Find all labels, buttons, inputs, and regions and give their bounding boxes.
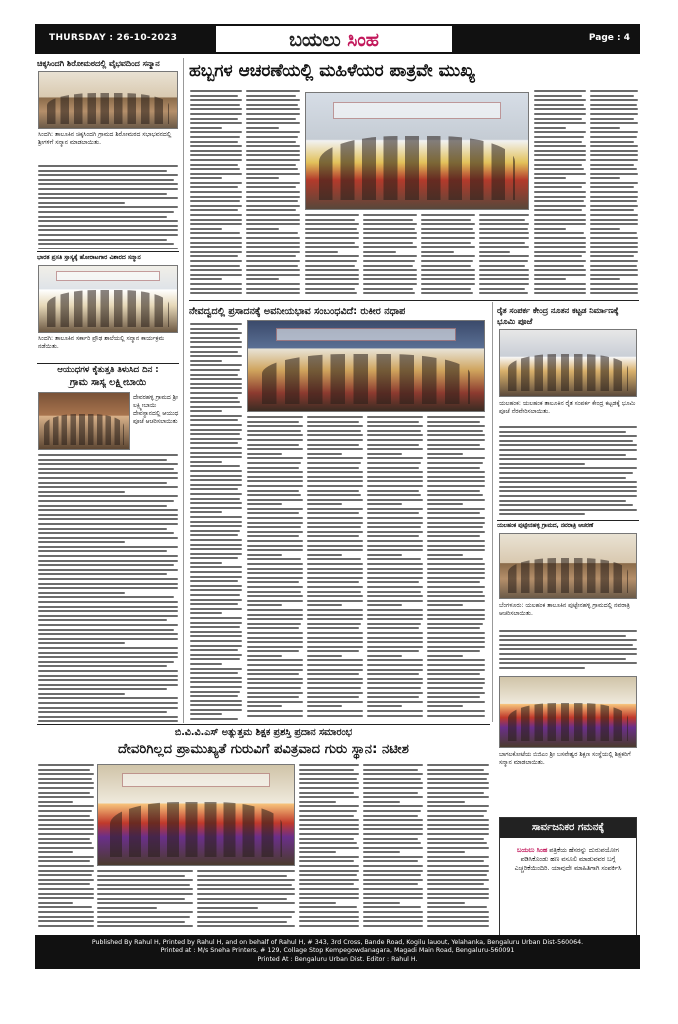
right-mid2-body (499, 630, 637, 672)
lead-body-col-2 (246, 90, 300, 296)
bottom-body-col-4 (299, 764, 359, 930)
left-top-headline: ಚಿಕ್ಕಸಿಂದಗಿ ಶಿರೋಮಠದಲ್ಲಿ ವೈಭವದಿಂದ ಸನ್ಮಾನ (37, 59, 160, 68)
bottom-body-col-1 (38, 764, 94, 930)
right-bottom-caption: ಬಾಗಲಕೋಟೆಯ ಬಿಜಿಎಂ ಶ್ರೀ ಬಸವೇಶ್ವರ ಶಿಕ್ಷಣ ಸಂಸ್ಥೆಯಲ್ಲಿ ಶಿಕ್ಷಕರಿಗೆ ಸನ್ಮಾನ ಮಾಡಲಾಯಿತು. (499, 751, 631, 766)
notice-title: ಸಾರ್ವಜನಿಕರ ಗಮನಕ್ಕೆ (500, 818, 636, 838)
left-mid-headline: ಭಾರತ ಪ್ರಸತಿ ಸ್ತಾಸ್ಯಕ್ಕೆ ಹೋರಾಟಗಾರ ವಿಶಾರದ ಸನ್ಮಾನ (37, 254, 141, 261)
page-number: Page : 4 (588, 33, 630, 43)
notice-body (506, 846, 630, 873)
imprint-footer (35, 935, 640, 969)
left-top-body (38, 165, 178, 249)
issue-date: THURSDAY : 26-10-2023 (49, 33, 178, 43)
divider (189, 300, 639, 301)
left-mid2-headline: ಆಯುಧಗಳ ಕೈತುತ್ತತಿ ತಿಳುಸಿದ ದಿನ : (57, 365, 159, 375)
lead-body-col-4 (363, 214, 417, 296)
right-mid-photo (499, 329, 637, 397)
left-top-caption: ಸಿಂದಗಿ: ತಾಲೂಕಿನ ಚಿಕ್ಕಸಿಂದಗಿ ಗ್ರಾಮದ ಶಿರೋಮಠದ ಸಭಾಭವನದಲ್ಲಿ ಶ್ರೀಗಳಿಗೆ ಸನ್ಮಾನ ಮಾಡಲಾಯಿತು. (38, 131, 172, 146)
center-mid-photo (247, 320, 485, 412)
left-top-photo (38, 71, 178, 129)
logo-part-2: ಸಿಂಹ (340, 29, 379, 51)
lead-body-col-1 (190, 90, 242, 296)
imprint-line-3: Printed At : Bengaluru Urban Dist. Editor : Rahul H. (257, 955, 418, 963)
right-mid-caption: ಯಲಹಂಕ: ಯಲಹಂಕ ತಾಲೂಕಿನ ರೈತ ಸಂಪರ್ಕ ಕೇಂದ್ರ ಕಟ್ಟಡಕ್ಕೆ ಭೂಮಿ ಪೂಜೆ ನೆರವೇರಿಸಲಾಯಿತು. (499, 400, 636, 415)
center-body-col-1 (190, 323, 242, 720)
left-mid-photo (38, 265, 178, 333)
right-mid2-photo (499, 533, 637, 599)
bottom-body-col-2 (97, 870, 193, 930)
left-mid2-subheadline: ಗ್ರಾಮ ಸಾಸ್ಯ ಲಕ್ಷ್ಮೀಬಾಯಿ (69, 377, 147, 388)
imprint-line-1: Published By Rahul H, Printed by Rahul H, and on behalf of Rahul H, # 343, 3rd Cross, Bande Road, Kogilu lauout, Yelahanka, Bengaluru Urban Dist-560064. (91, 939, 584, 946)
masthead (35, 24, 640, 54)
lead-body-col-7 (534, 90, 586, 296)
left-mid-caption: ಸಿಂದಗಿ: ತಾಲೂಕಿನ ಸರ್ಕಾರಿ ಪ್ರೌಢ ಶಾಲೆಯಲ್ಲಿ ಸನ್ಮಾನ ಕಾರ್ಯಕ್ರಮ ನಡೆಯಿತು. (38, 335, 165, 350)
column-divider (492, 302, 493, 722)
center-body-col-4 (367, 416, 423, 720)
lead-body-col-8 (590, 90, 638, 296)
left-mid2-caption: ದೇವರಹಳ್ಳಿ ಗ್ರಾಮದ ಶ್ರೀ ಲಕ್ಷ್ಮೀಬಾಯಿ ದೇವಸ್ಥಾನದಲ್ಲಿ ಆಯುಧ ಪೂಜೆ ಆಚರಿಸಲಾಯಿತು (133, 394, 179, 425)
bottom-kicker: ಬಿ.ವಿ.ವಿ.ಎಸ್ ಅತ್ಯುತ್ತಮ ಶಿಕ್ಷಕ ಪ್ರಶಸ್ತಿ ಪ್ರದಾನ ಸಮಾರಂಭ (174, 727, 353, 738)
center-body-col-3 (307, 416, 363, 720)
center-mid-headline: ನೇವದ್ವದಲ್ಲಿ ಪ್ರಸಾದನಕ್ಕೆ ಅವನೀಯಭಾವ ಸಂಬಂಧವಿದೆ: ರುಕೀರ ನಧಾಪ (189, 306, 406, 317)
bottom-body-col-5 (363, 764, 423, 930)
left-mid2-body (38, 454, 178, 722)
bottom-photo (97, 764, 295, 866)
center-body-col-2 (247, 416, 303, 720)
lead-photo (305, 92, 529, 210)
notice-text: ಪತ್ರಿಕೆಯ ಹೆಸರನ್ನು ದುರುಪಯೋಗ ಪಡಿಸಿಕೊಂಡು ಹಣ ವಸೂಲಿ ಮಾಡುವವರ ಬಗ್ಗೆ ಎಚ್ಚರಿಕೆಯಿಂದಿರಿ. ಯಾವುದೇ ಮಾಹಿತಿಗಾಗಿ ಸಂಪರ್ಕಿಸಿ (514, 846, 622, 872)
right-mid2-headline: ಯಲಹಂಕ ಪುಟ್ಟೇನಹಳ್ಳಿ ಗ್ರಾಮದ, ನವರಾತ್ರಿ ಆಚರಣೆ (497, 523, 594, 529)
lead-body-col-5 (421, 214, 475, 296)
newspaper-logo (215, 25, 453, 53)
notice-brand: ಬಯಲು ಸಿಂಹ (517, 846, 548, 854)
column-divider (183, 58, 184, 723)
center-body-col-5 (427, 416, 485, 720)
lead-body-col-6 (479, 214, 529, 296)
imprint-line-2: Printed at : M/s Sneha Printers, # 129, Collage Stop Kempegowdanagara, Magadi Main Road, Bengaluru-560091 (160, 947, 515, 955)
divider (37, 724, 490, 725)
left-mid2-photo (38, 392, 130, 450)
right-mid2-caption: ಬೆಂಗಳೂರು: ಯಲಹಂಕ ತಾಲೂಕಿನ ಪುಟ್ಟೇನಹಳ್ಳಿ ಗ್ರಾಮದಲ್ಲಿ ನವರಾತ್ರಿ ಆಚರಿಸಲಾಯಿತು. (499, 602, 630, 617)
lead-body-col-3 (305, 214, 359, 296)
logo-part-1: ಬಯಲು (289, 29, 341, 51)
newspaper-page (33, 24, 642, 979)
divider (497, 520, 639, 521)
bottom-headline: ದೇವರಿಗಿಲ್ಲದ ಪ್ರಾಮುಖ್ಯತೆ ಗುರುವಿಗೆ ಪವಿತ್ರವಾದ ಗುರು ಸ್ಥಾನ: ನಟೀಶ (118, 742, 409, 757)
bottom-body-col-3 (197, 870, 295, 930)
bottom-body-col-6 (427, 764, 489, 930)
divider (37, 251, 179, 252)
right-bottom-photo (499, 676, 637, 748)
divider (37, 363, 179, 364)
lead-headline: ಹಬ್ಬಗಳ ಆಚರಣೆಯಲ್ಲಿ ಮಹಿಳೆಯರ ಪಾತ್ರವೇ ಮುಖ್ಯ (189, 61, 475, 81)
right-mid-body (499, 426, 637, 516)
right-mid-headline: ರೈತ ಸಂಪರ್ಕ ಕೇಂದ್ರ ನೂತನ ಕಟ್ಟಡ ನಿರ್ಮಾಣಕ್ಕೆ ಭೂಮಿ ಪೂಜೆ (497, 306, 619, 326)
